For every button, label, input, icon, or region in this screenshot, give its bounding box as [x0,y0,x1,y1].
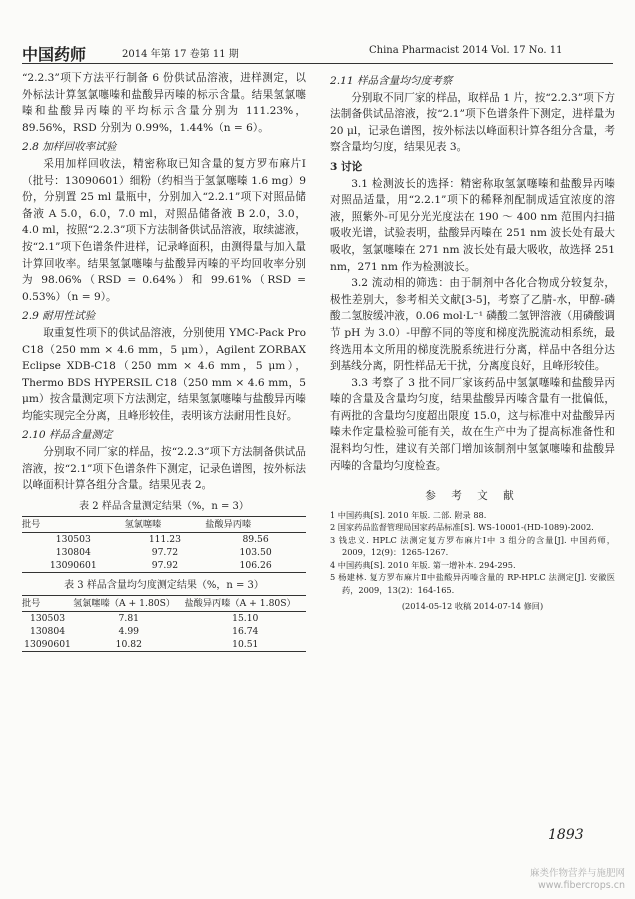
table-cell: 103.50 [239,546,272,558]
received-dates: (2014-05-12 收稿 2014-07-14 修回) [401,601,544,612]
table-cell: 4.99 [118,625,140,637]
section-heading: 3 讨论 [330,160,363,173]
table-header: 氢氯噻嗪 [125,516,206,532]
watermark-line: 麻类作物营养与施肥网 [529,868,625,879]
paragraph: 分别取不同厂家的样品，按“2.2.3”项下方法制备供试品溶液，按“2.1”项下色谱条件下测定，记录色谱图，按外标法以峰面积计算各组分含量。结果见表 2。 [22,446,306,492]
table-header: 批号 [22,516,125,532]
paragraph: “2.2.3”项下方法平行制备 6 份供试品溶液，进样测定，以外标法计算氢氯噻嗪和盐酸异丙嗪的标示含量。结果氢氯噻嗪和盐酸异丙嗪的平均标示含量分别为 111.23%，89.56%，RSD 分别为 0.99%，1.44%（n = 6）。 [22,72,306,134]
table-cell: 89.56 [242,533,269,545]
table3 [22,595,306,652]
section-heading: 2.11 样品含量均匀度考察 [330,75,453,87]
table-cell: 97.92 [125,559,206,573]
table-cell: 111.23 [148,533,181,545]
table3-title: 表 3 样品含量均匀度测定结果（%，n = 3） [64,579,264,591]
table2-title: 表 2 样品含量测定结果（%，n = 3） [79,500,249,512]
reference-item: 5 杨建林. 复方罗布麻片Ⅱ中盐酸异丙嗪含量的 RP-HPLC 法测定[J]. 安徽医药，2009，13(2)：164-165. [330,572,615,595]
journal-name: 中国药师 [22,45,87,64]
table-cell: 130804 [55,546,91,558]
table-cell: 13090601 [22,638,73,652]
header-rule [22,63,613,64]
table-header: 盐酸异丙嗪（A + 1.80S） [185,595,307,611]
paragraph: 3.1 检测波长的选择：精密称取氢氯噻嗪和盐酸异丙嗪对照品适量，用“2.2.1”项下的稀释剂配制成适宜浓度的溶液，照紫外-可见分光光度法在 190 ～ 400 nm 范围内扫描吸收光谱，试验表明，盐酸异丙嗪在 251 nm 波长处有最大吸收，氢氯噻嗪在 271 nm 波长处有最大吸收，故选择 251 nm，271 nm 作为检测波长。 [330,177,615,273]
page-number: 1893 [548,827,584,843]
table-cell: 10.51 [185,638,307,652]
paragraph: 分别取不同厂家的样品，取样品 1 片，按“2.2.3”项下方法制备供试品溶液，按“2.1”项下色谱条件下测定，进样量为 20 μl，记录色谱图，按外标法以峰面积计算各组分含量，考察含量均匀度，结果见表 3。 [330,91,615,154]
table-cell: 10.82 [73,638,184,652]
table-cell: 15.10 [232,612,259,624]
issue-en: China Pharmacist 2014 Vol. 17 No. 11 [369,45,563,56]
paragraph: 采用加样回收法，精密称取已知含量的复方罗布麻片Ⅰ（批号：13090601）细粉（约相当于氢氯噻嗪 1.6 mg）9 份，分别置 25 ml 量瓶中，分别加入“2.2.1”项下对照品储备液 A 5.0，6.0，7.0 ml，对照品储备液 B 2.0，3.0，4.0 ml，按照“2.2.3”项下方法制备供试品溶液，取续滤液，按“2.1”项下色谱条件进样，记录峰面积，由测得量与加入量计算回收率。结果氢氯噻嗪与盐酸异丙嗪的平均回收率分别为 98.06%（RSD = 0.64%）和 99.61%（RSD = 0.53%）（n = 9）。 [22,157,306,303]
references-heading: 参 考 文 献 [425,490,520,503]
reference-list [330,509,615,597]
watermark-line: www.fibercrops.cn [538,880,625,891]
table-row [22,625,306,638]
paragraph: 3.3 考察了 3 批不同厂家该药品中氢氯噻嗪和盐酸异丙嗪的含量及含量均匀度，结果盐酸异丙嗪含量有一批偏低，有两批的含量均匀度超出限度 15.0，这与标准中对盐酸异丙嗪未作定量检验可能有关，故在生产中为了提高标准备性和混料均匀性，建议有关部门增加该制剂中氢氯噻嗪和盐酸异丙嗪的含量均匀度检查。 [330,376,615,472]
table-row [22,532,306,546]
reference-item: 3 钱忠义. HPLC 法测定复方罗布麻片Ⅰ中 3 组分的含量[J]. 中国药师，2009，12(9)：1265-1267. [330,534,615,558]
reference-item: 2 国家药品监督管理局国家药品标准[S]. WS-10001-(HD-1089)-2002. [330,522,594,533]
table-row [22,546,306,559]
running-header [22,42,613,62]
table-header: 批号 [22,595,73,611]
table-cell: 16.74 [232,625,259,637]
paragraph: 取重复性项下的供试品溶液，分别使用 YMC-Pack Pro C18（250 mm × 4.6 mm，5 μm），Agilent ZORBAX Eclipse XDB-C18（250 mm × 4.6 mm，5 μm），Thermo BDS HYPERSIL C18（250 mm × 4.6 mm，5 μm）按含量测定项下方法测定，结果氢氯噻嗪与盐酸异丙嗪均能实现完全分离，且峰形较佳，表明该方法耐用性良好。 [22,326,306,422]
table-row [22,559,306,573]
table-cell: 130804 [29,625,66,637]
table-cell: 106.26 [205,559,306,573]
table-cell: 13090601 [22,559,125,573]
left-column [22,70,306,652]
reference-item: 1 中国药典[S]. 2010 年版. 二部. 附录 88. [330,509,487,520]
table-cell: 7.81 [118,612,140,624]
watermark [530,868,625,892]
table-row [22,638,306,652]
table-header: 盐酸异丙嗪 [205,516,306,532]
table2 [22,516,306,573]
table-cell: 97.72 [151,546,179,558]
right-column [330,70,615,615]
table-header: 氢氯噻嗪（A + 1.80S） [73,595,184,611]
section-heading: 2.10 样品含量测定 [22,429,113,442]
section-heading: 2.8 加样回收率试验 [22,141,117,154]
paragraph: 3.2 流动相的筛选：由于制剂中各化合物成分较复杂，极性差别大，参考相关文献[3-5]，考察了乙腈-水，甲醇-磷酸二氢胺缓冲液，0.06 mol·L⁻¹ 磷酸二氢钾溶液（用磷酸调节 pH 为 3.0）-甲醇不同的等度和梯度洗脱流动相系统，最终选用本文所用的梯度洗脱系统进行分离，样品中各组分达到基线分离，阴性样品无干扰，分离度良好，且峰形较佳。 [330,277,615,373]
section-heading: 2.9 耐用性试验 [22,310,96,323]
table-row [22,611,306,625]
table-cell: 130503 [29,612,66,624]
table-cell: 130503 [55,533,91,545]
reference-item: 4 中国药典[S]. 2010 年版. 第一增补本. 294-295. [330,559,516,570]
issue-cn: 2014 年第 17 卷第 11 期 [122,49,239,60]
